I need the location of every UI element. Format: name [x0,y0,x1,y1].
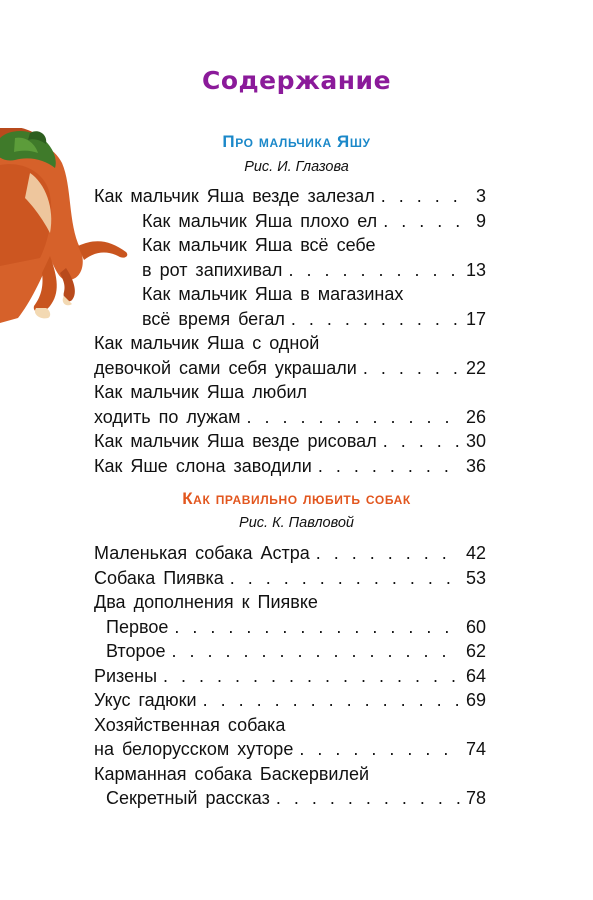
page-number: 62 [465,641,486,661]
toc-entry [94,380,486,429]
page-number: 30 [465,431,486,451]
toc-entry [94,454,486,479]
toc-entry [94,688,486,713]
toc-entry [94,566,486,591]
toc-entry [94,713,486,762]
page-number: 78 [465,788,486,808]
toc-entry-title: Маленькая собака Астра [94,543,310,563]
toc-entry-title: всё время бегал [142,308,285,329]
page-number: 60 [465,616,486,637]
page-number: 69 [465,690,486,710]
dot-leader [174,615,460,640]
dot-leader [288,258,460,283]
toc-entry-title-line: Карманная собака Баскервилей [94,763,370,784]
dot-leader [291,307,460,332]
toc-entry-title: в рот запихивал [142,259,283,280]
illustrator-credit-yasha: Рис. И. Глазова [244,159,349,175]
toc-entry [94,331,486,380]
toc-entry-row [94,566,486,591]
toc-entry-title: Как мальчик Яша плохо ел [142,210,378,231]
page-number: 13 [465,259,486,280]
toc-entry-title: Как мальчик Яша везде рисовал [94,431,377,451]
page-title: Содержание [201,66,392,95]
page-number: 3 [475,186,486,206]
toc-entry-title: ходить по лужам [94,406,241,427]
page-number: 74 [465,739,486,759]
section-title-dogs: Как правильно любить собак [182,489,411,508]
page-number: 53 [465,567,486,588]
dot-leader [381,184,460,209]
page-number: 9 [475,210,486,231]
dot-leader [316,541,460,566]
toc-entry-title: Первое [106,616,169,637]
toc-entry-title-line: Как мальчик Яша в магазинах [142,284,404,304]
dot-leader [383,209,460,234]
toc-entry-title: Как Яше слона заводили [94,455,312,476]
dot-leader [230,566,460,591]
toc-entry-row [94,615,486,640]
dot-leader [246,405,460,430]
toc-entry-title-line: Как мальчик Яша с одной [94,333,320,353]
toc-entry-title: на белорусском хуторе [94,739,294,759]
toc-entry-row [94,688,486,713]
toc-entry [94,664,486,689]
dot-leader [163,664,460,689]
page-number: 26 [465,406,486,427]
toc-entry-title-line: Два дополнения к Пиявке [94,592,318,612]
toc-entry-title-line: Как мальчик Яша всё себе [142,235,376,255]
toc-entry-title: Укус гадюки [94,690,197,710]
dot-leader [203,688,460,713]
toc-entry-title: Ризены [94,665,157,686]
toc-entry-row [94,541,486,566]
toc-entry [94,184,486,209]
page-number: 42 [465,543,486,563]
toc-entry-row [94,209,486,234]
page-number: 64 [465,665,486,686]
toc-list-dogs [94,541,486,811]
toc-entry [94,233,486,282]
dot-leader [276,786,460,811]
dot-leader [299,737,460,762]
dot-leader [318,454,460,479]
dot-leader [172,639,461,664]
toc-entry-row [94,258,486,283]
toc-entry-title: девочкой сами себя украшали [94,357,357,378]
page-number: 22 [465,357,486,378]
toc-entry-row [94,664,486,689]
illustrator-credit-dogs: Рис. К. Павловой [239,515,354,531]
toc-entry-row [94,737,486,762]
toc-entry-row [94,786,486,811]
toc-entry [94,615,486,640]
toc-entry-title: Секретный рассказ [106,788,270,808]
toc-entry-title: Второе [106,641,166,661]
toc-entry [94,590,486,615]
toc-entry-title-line: Как мальчик Яша любил [94,382,308,402]
toc-entry [94,429,486,454]
toc-entry [94,639,486,664]
toc-entry-row [94,307,486,332]
toc-list-yasha [94,184,486,478]
toc-entry-row [94,405,486,430]
toc-entry [94,541,486,566]
toc-entry-title: Как мальчик Яша везде залезал [94,186,375,206]
section-title-yasha: Про мальчика Яшу [222,132,371,151]
toc-entry-row [94,184,486,209]
toc-entry-row [94,356,486,381]
toc-entry [94,209,486,234]
dot-leader [383,429,460,454]
toc-entry-row [94,639,486,664]
page-number: 17 [465,308,486,329]
toc-entry-title: Собака Пиявка [94,567,224,588]
toc-entry [94,762,486,811]
toc-entry-row [94,454,486,479]
toc-entry-title-line: Хозяйственная собака [94,714,286,735]
toc-entry [94,282,486,331]
page-number: 36 [465,455,486,476]
dot-leader [363,356,460,381]
toc-entry-row [94,429,486,454]
